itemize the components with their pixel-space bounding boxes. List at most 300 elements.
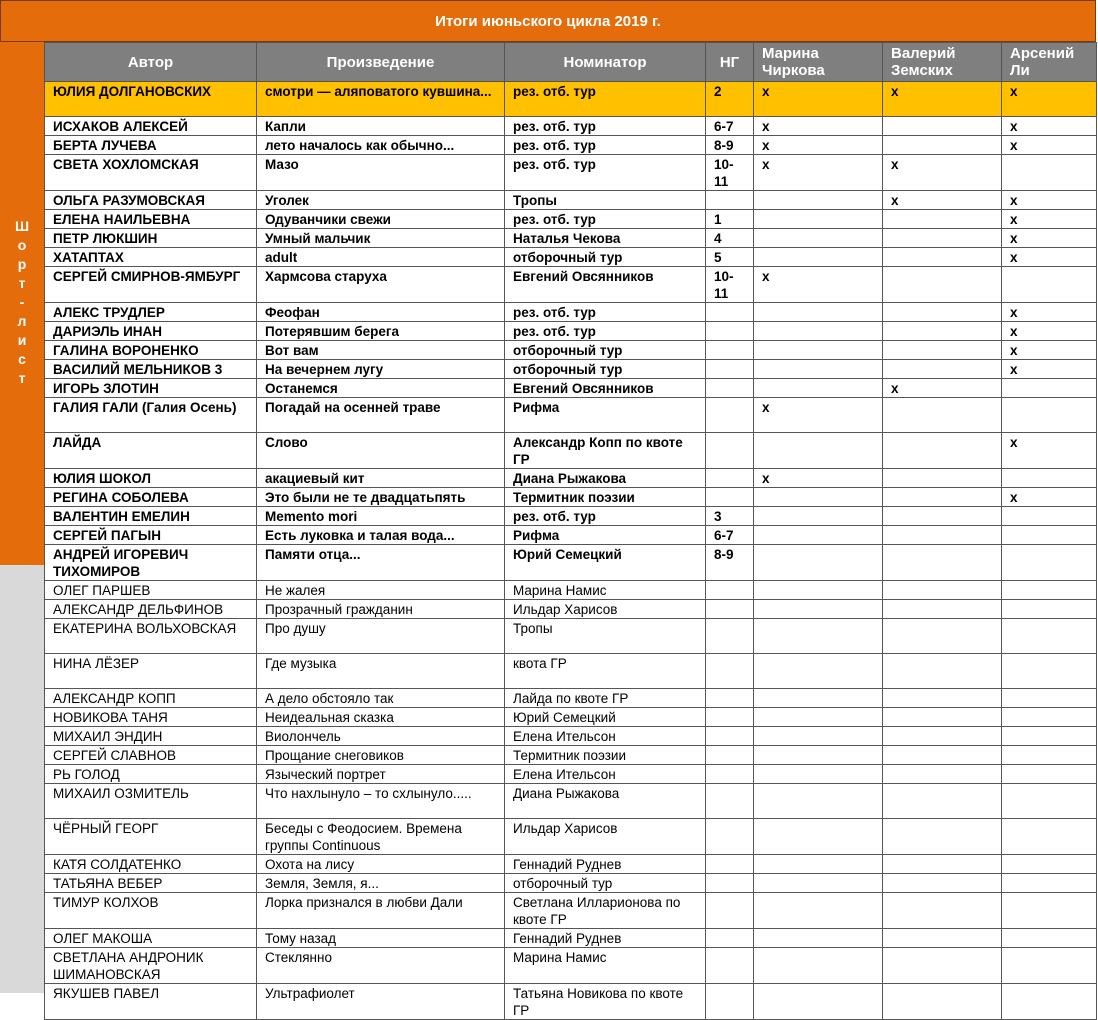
ng-cell: 8-9 bbox=[706, 545, 754, 581]
vote-arseny-cell bbox=[1002, 581, 1097, 600]
author-cell: ГАЛИЯ ГАЛИ (Галия Осень) bbox=[45, 398, 257, 433]
nominator-cell: рез. отб. тур bbox=[505, 136, 706, 155]
vote-marina-cell bbox=[754, 545, 883, 581]
table-row bbox=[45, 136, 1097, 155]
work-cell: Капли bbox=[257, 117, 505, 136]
vote-marina-cell bbox=[754, 229, 883, 248]
table-row bbox=[45, 267, 1097, 303]
vote-marina-cell: х bbox=[754, 398, 883, 433]
work-cell: Тому назад bbox=[257, 929, 505, 948]
vote-arseny-cell bbox=[1002, 948, 1097, 984]
vote-valery-cell bbox=[883, 210, 1002, 229]
work-cell: Лорка признался в любви Дали bbox=[257, 893, 505, 929]
table-row bbox=[45, 526, 1097, 545]
work-cell: Стеклянно bbox=[257, 948, 505, 984]
table-row bbox=[45, 303, 1097, 322]
vote-valery-cell bbox=[883, 619, 1002, 654]
long-list-body bbox=[45, 581, 1097, 1020]
vote-arseny-cell bbox=[1002, 267, 1097, 303]
ng-cell bbox=[706, 746, 754, 765]
vote-valery-cell bbox=[883, 341, 1002, 360]
vote-arseny-cell bbox=[1002, 929, 1097, 948]
vote-valery-cell bbox=[883, 469, 1002, 488]
ng-cell bbox=[706, 727, 754, 746]
vote-valery-cell bbox=[883, 765, 1002, 784]
vote-arseny-cell bbox=[1002, 619, 1097, 654]
nominator-cell: Евгений Овсянников bbox=[505, 267, 706, 303]
short-list-side-label: Шорт-лист bbox=[14, 218, 30, 389]
vote-arseny-cell bbox=[1002, 819, 1097, 855]
author-cell: ПЕТР ЛЮКШИН bbox=[45, 229, 257, 248]
author-cell: ЛАЙДА bbox=[45, 433, 257, 469]
nominator-cell: Геннадий Руднев bbox=[505, 855, 706, 874]
vote-marina-cell bbox=[754, 248, 883, 267]
nominator-cell: Евгений Овсянников bbox=[505, 379, 706, 398]
vote-marina-cell: х bbox=[754, 136, 883, 155]
vote-arseny-cell: х bbox=[1002, 322, 1097, 341]
work-cell: Одуванчики свежи bbox=[257, 210, 505, 229]
table-row bbox=[45, 784, 1097, 819]
vote-arseny-cell bbox=[1002, 545, 1097, 581]
vote-marina-cell bbox=[754, 874, 883, 893]
vote-marina-cell bbox=[754, 819, 883, 855]
author-cell: ЮЛИЯ ДОЛГАНОВСКИХ bbox=[45, 82, 257, 117]
ng-cell bbox=[706, 984, 754, 1020]
work-cell: Умный мальчик bbox=[257, 229, 505, 248]
vote-valery-cell bbox=[883, 117, 1002, 136]
vote-arseny-cell: х bbox=[1002, 360, 1097, 379]
work-cell: Прощание снеговиков bbox=[257, 746, 505, 765]
work-cell: лето началось как обычно... bbox=[257, 136, 505, 155]
work-cell: Памяти отца... bbox=[257, 545, 505, 581]
work-cell: Есть луковка и талая вода... bbox=[257, 526, 505, 545]
vote-valery-cell bbox=[883, 229, 1002, 248]
vote-arseny-cell bbox=[1002, 379, 1097, 398]
table-row bbox=[45, 746, 1097, 765]
vote-arseny-cell bbox=[1002, 689, 1097, 708]
short-list-side-band bbox=[0, 42, 45, 565]
vote-valery-cell bbox=[883, 984, 1002, 1020]
vote-arseny-cell: х bbox=[1002, 433, 1097, 469]
ng-cell bbox=[706, 600, 754, 619]
ng-cell bbox=[706, 433, 754, 469]
work-cell: Это были не те двадцатьпять bbox=[257, 488, 505, 507]
vote-valery-cell bbox=[883, 360, 1002, 379]
vote-valery-cell bbox=[883, 819, 1002, 855]
author-cell: НОВИКОВА ТАНЯ bbox=[45, 708, 257, 727]
vote-arseny-cell: х bbox=[1002, 117, 1097, 136]
ng-cell: 4 bbox=[706, 229, 754, 248]
vote-arseny-cell bbox=[1002, 507, 1097, 526]
author-cell: ИСХАКОВ АЛЕКСЕЙ bbox=[45, 117, 257, 136]
nominator-cell: Елена Ительсон bbox=[505, 727, 706, 746]
vote-marina-cell bbox=[754, 303, 883, 322]
nominator-cell: Диана Рыжакова bbox=[505, 469, 706, 488]
ng-cell bbox=[706, 689, 754, 708]
nominator-cell: Тропы bbox=[505, 191, 706, 210]
author-cell: МИХАИЛ ОЗМИТЕЛЬ bbox=[45, 784, 257, 819]
vote-arseny-cell bbox=[1002, 784, 1097, 819]
ng-cell bbox=[706, 948, 754, 984]
author-cell: ВАСИЛИЙ МЕЛЬНИКОВ 3 bbox=[45, 360, 257, 379]
vote-arseny-cell bbox=[1002, 984, 1097, 1020]
table-row bbox=[45, 488, 1097, 507]
ng-cell bbox=[706, 819, 754, 855]
table-row bbox=[45, 360, 1097, 379]
author-cell: СВЕТЛАНА АНДРОНИК ШИМАНОВСКАЯ bbox=[45, 948, 257, 984]
author-cell: БЕРТА ЛУЧЕВА bbox=[45, 136, 257, 155]
nominator-cell: Лайда по квоте ГР bbox=[505, 689, 706, 708]
nominator-cell: Наталья Чекова bbox=[505, 229, 706, 248]
vote-marina-cell bbox=[754, 708, 883, 727]
author-cell: ЯКУШЕВ ПАВЕЛ bbox=[45, 984, 257, 1020]
nominator-cell: Ильдар Харисов bbox=[505, 819, 706, 855]
table-row bbox=[45, 893, 1097, 929]
vote-marina-cell bbox=[754, 746, 883, 765]
vote-marina-cell: х bbox=[754, 117, 883, 136]
work-cell: Прозрачный гражданин bbox=[257, 600, 505, 619]
table-row bbox=[45, 874, 1097, 893]
ng-cell bbox=[706, 360, 754, 379]
vote-valery-cell: х bbox=[883, 155, 1002, 191]
nominator-cell: Марина Намис bbox=[505, 581, 706, 600]
nominator-cell: Геннадий Руднев bbox=[505, 929, 706, 948]
short-list-body bbox=[45, 82, 1097, 581]
vote-marina-cell bbox=[754, 507, 883, 526]
table-row bbox=[45, 117, 1097, 136]
author-cell: АЛЕКС ТРУДЛЕР bbox=[45, 303, 257, 322]
nominator-cell: рез. отб. тур bbox=[505, 117, 706, 136]
vote-arseny-cell: х bbox=[1002, 488, 1097, 507]
author-cell: МИХАИЛ ЭНДИН bbox=[45, 727, 257, 746]
vote-valery-cell bbox=[883, 303, 1002, 322]
ng-cell: 10-11 bbox=[706, 267, 754, 303]
work-cell: Феофан bbox=[257, 303, 505, 322]
table-row bbox=[45, 155, 1097, 191]
work-cell: Земля, Земля, я... bbox=[257, 874, 505, 893]
ng-cell bbox=[706, 929, 754, 948]
vote-valery-cell bbox=[883, 855, 1002, 874]
vote-valery-cell bbox=[883, 689, 1002, 708]
results-table bbox=[44, 42, 1097, 1020]
work-cell: А дело обстояло так bbox=[257, 689, 505, 708]
author-cell: КАТЯ СОЛДАТЕНКО bbox=[45, 855, 257, 874]
table-row bbox=[45, 379, 1097, 398]
nominator-cell: рез. отб. тур bbox=[505, 155, 706, 191]
vote-arseny-cell: х bbox=[1002, 136, 1097, 155]
long-list-side-band bbox=[0, 565, 45, 993]
vote-valery-cell bbox=[883, 581, 1002, 600]
table-row bbox=[45, 210, 1097, 229]
vote-arseny-cell bbox=[1002, 398, 1097, 433]
table-row bbox=[45, 229, 1097, 248]
ng-cell bbox=[706, 322, 754, 341]
work-cell: Вот вам bbox=[257, 341, 505, 360]
header-judge-valery: Валерий Земских bbox=[883, 43, 1002, 82]
nominator-cell: Тропы bbox=[505, 619, 706, 654]
author-cell: СЕРГЕЙ ПАГЫН bbox=[45, 526, 257, 545]
author-cell: ЮЛИЯ ШОКОЛ bbox=[45, 469, 257, 488]
header-row bbox=[45, 43, 1097, 82]
ng-cell bbox=[706, 893, 754, 929]
work-cell: Языческий портрет bbox=[257, 765, 505, 784]
vote-arseny-cell: х bbox=[1002, 341, 1097, 360]
ng-cell bbox=[706, 874, 754, 893]
vote-marina-cell bbox=[754, 360, 883, 379]
author-cell: СЕРГЕЙ СЛАВНОВ bbox=[45, 746, 257, 765]
work-cell: Потерявшим берега bbox=[257, 322, 505, 341]
vote-arseny-cell bbox=[1002, 155, 1097, 191]
vote-marina-cell bbox=[754, 379, 883, 398]
nominator-cell: Елена Ительсон bbox=[505, 765, 706, 784]
vote-arseny-cell bbox=[1002, 654, 1097, 689]
table-row bbox=[45, 855, 1097, 874]
ng-cell bbox=[706, 855, 754, 874]
ng-cell bbox=[706, 581, 754, 600]
vote-marina-cell bbox=[754, 855, 883, 874]
nominator-cell: квота ГР bbox=[505, 654, 706, 689]
vote-marina-cell bbox=[754, 784, 883, 819]
table-row bbox=[45, 708, 1097, 727]
vote-marina-cell: х bbox=[754, 82, 883, 117]
work-cell: Виолончель bbox=[257, 727, 505, 746]
ng-cell: 3 bbox=[706, 507, 754, 526]
author-cell: ТАТЬЯНА ВЕБЕР bbox=[45, 874, 257, 893]
ng-cell bbox=[706, 619, 754, 654]
nominator-cell: Рифма bbox=[505, 398, 706, 433]
vote-marina-cell bbox=[754, 488, 883, 507]
work-cell: Где музыка bbox=[257, 654, 505, 689]
ng-cell bbox=[706, 654, 754, 689]
table-row bbox=[45, 654, 1097, 689]
nominator-cell: Марина Намис bbox=[505, 948, 706, 984]
vote-arseny-cell bbox=[1002, 469, 1097, 488]
work-cell: Охота на лису bbox=[257, 855, 505, 874]
ng-cell bbox=[706, 708, 754, 727]
author-cell: ОЛЕГ МАКОША bbox=[45, 929, 257, 948]
nominator-cell: Термитник поэзии bbox=[505, 488, 706, 507]
author-cell: ХАТАПТАХ bbox=[45, 248, 257, 267]
vote-marina-cell bbox=[754, 341, 883, 360]
vote-arseny-cell bbox=[1002, 765, 1097, 784]
vote-arseny-cell bbox=[1002, 727, 1097, 746]
work-cell: Memento mori bbox=[257, 507, 505, 526]
author-cell: АЛЕКСАНДР ДЕЛЬФИНОВ bbox=[45, 600, 257, 619]
author-cell: РЕГИНА СОБОЛЕВА bbox=[45, 488, 257, 507]
vote-valery-cell bbox=[883, 708, 1002, 727]
vote-valery-cell bbox=[883, 488, 1002, 507]
vote-marina-cell bbox=[754, 433, 883, 469]
work-cell: Уголек bbox=[257, 191, 505, 210]
nominator-cell: рез. отб. тур bbox=[505, 322, 706, 341]
table-row bbox=[45, 507, 1097, 526]
vote-marina-cell bbox=[754, 689, 883, 708]
work-cell: акациевый кит bbox=[257, 469, 505, 488]
vote-marina-cell: х bbox=[754, 155, 883, 191]
ng-cell: 8-9 bbox=[706, 136, 754, 155]
vote-valery-cell bbox=[883, 784, 1002, 819]
author-cell: ОЛЕГ ПАРШЕВ bbox=[45, 581, 257, 600]
work-cell: Ультрафиолет bbox=[257, 984, 505, 1020]
nominator-cell: рез. отб. тур bbox=[505, 303, 706, 322]
vote-valery-cell bbox=[883, 433, 1002, 469]
vote-arseny-cell: х bbox=[1002, 210, 1097, 229]
ng-cell: 6-7 bbox=[706, 526, 754, 545]
nominator-cell: Юрий Семецкий bbox=[505, 708, 706, 727]
vote-valery-cell bbox=[883, 948, 1002, 984]
author-cell: СВЕТА ХОХЛОМСКАЯ bbox=[45, 155, 257, 191]
work-cell: Хармсова старуха bbox=[257, 267, 505, 303]
work-cell: adult bbox=[257, 248, 505, 267]
author-cell: ЧЁРНЫЙ ГЕОРГ bbox=[45, 819, 257, 855]
author-cell: ИГОРЬ ЗЛОТИН bbox=[45, 379, 257, 398]
table-row bbox=[45, 819, 1097, 855]
author-cell: ОЛЬГА РАЗУМОВСКАЯ bbox=[45, 191, 257, 210]
author-cell: РЬ ГОЛОД bbox=[45, 765, 257, 784]
vote-valery-cell bbox=[883, 727, 1002, 746]
vote-marina-cell bbox=[754, 322, 883, 341]
table-row bbox=[45, 581, 1097, 600]
table-row bbox=[45, 619, 1097, 654]
work-cell: Беседы с Феодосием. Времена группы Continuous bbox=[257, 819, 505, 855]
table-row bbox=[45, 948, 1097, 984]
work-cell: Не жалея bbox=[257, 581, 505, 600]
vote-marina-cell bbox=[754, 191, 883, 210]
table-row bbox=[45, 433, 1097, 469]
vote-arseny-cell: х bbox=[1002, 229, 1097, 248]
ng-cell bbox=[706, 191, 754, 210]
table-row bbox=[45, 322, 1097, 341]
vote-marina-cell bbox=[754, 526, 883, 545]
author-cell: ЕЛЕНА НАИЛЬЕВНА bbox=[45, 210, 257, 229]
nominator-cell: отборочный тур bbox=[505, 360, 706, 379]
ng-cell bbox=[706, 398, 754, 433]
vote-marina-cell bbox=[754, 600, 883, 619]
header-author: Автор bbox=[45, 43, 257, 82]
header-work: Произведение bbox=[257, 43, 505, 82]
ng-cell bbox=[706, 341, 754, 360]
ng-cell: 10-11 bbox=[706, 155, 754, 191]
ng-cell: 2 bbox=[706, 82, 754, 117]
vote-arseny-cell: х bbox=[1002, 191, 1097, 210]
vote-marina-cell bbox=[754, 893, 883, 929]
ng-cell bbox=[706, 765, 754, 784]
header-judge-arseny: Арсений Ли bbox=[1002, 43, 1097, 82]
vote-valery-cell bbox=[883, 267, 1002, 303]
vote-valery-cell: х bbox=[883, 191, 1002, 210]
ng-cell bbox=[706, 784, 754, 819]
nominator-cell: Рифма bbox=[505, 526, 706, 545]
table-row bbox=[45, 82, 1097, 117]
ng-cell bbox=[706, 469, 754, 488]
header-judge-marina: Марина Чиркова bbox=[754, 43, 883, 82]
header-ng: НГ bbox=[706, 43, 754, 82]
vote-arseny-cell bbox=[1002, 746, 1097, 765]
vote-marina-cell: х bbox=[754, 267, 883, 303]
vote-valery-cell bbox=[883, 929, 1002, 948]
table-row bbox=[45, 191, 1097, 210]
nominator-cell: Александр Копп по квоте ГР bbox=[505, 433, 706, 469]
author-cell: ГАЛИНА ВОРОНЕНКО bbox=[45, 341, 257, 360]
author-cell: АНДРЕЙ ИГОРЕВИЧ ТИХОМИРОВ bbox=[45, 545, 257, 581]
vote-marina-cell bbox=[754, 210, 883, 229]
vote-valery-cell bbox=[883, 746, 1002, 765]
vote-valery-cell: х bbox=[883, 379, 1002, 398]
nominator-cell: Ильдар Харисов bbox=[505, 600, 706, 619]
table-row bbox=[45, 727, 1097, 746]
vote-marina-cell bbox=[754, 984, 883, 1020]
nominator-cell: отборочный тур bbox=[505, 341, 706, 360]
vote-valery-cell bbox=[883, 398, 1002, 433]
table-row bbox=[45, 689, 1097, 708]
ng-cell: 1 bbox=[706, 210, 754, 229]
vote-marina-cell bbox=[754, 581, 883, 600]
vote-valery-cell bbox=[883, 322, 1002, 341]
vote-arseny-cell: х bbox=[1002, 82, 1097, 117]
author-cell: ЕКАТЕРИНА ВОЛЬХОВСКАЯ bbox=[45, 619, 257, 654]
table-row bbox=[45, 398, 1097, 433]
nominator-cell: рез. отб. тур bbox=[505, 82, 706, 117]
vote-valery-cell bbox=[883, 600, 1002, 619]
vote-marina-cell bbox=[754, 654, 883, 689]
vote-marina-cell bbox=[754, 948, 883, 984]
work-cell: Останемся bbox=[257, 379, 505, 398]
vote-valery-cell bbox=[883, 874, 1002, 893]
vote-arseny-cell bbox=[1002, 708, 1097, 727]
work-cell: Что нахлынуло – то схлынуло..... bbox=[257, 784, 505, 819]
work-cell: Мазо bbox=[257, 155, 505, 191]
work-cell: Слово bbox=[257, 433, 505, 469]
nominator-cell: Юрий Семецкий bbox=[505, 545, 706, 581]
vote-valery-cell bbox=[883, 507, 1002, 526]
vote-valery-cell bbox=[883, 893, 1002, 929]
vote-marina-cell bbox=[754, 727, 883, 746]
vote-valery-cell: х bbox=[883, 82, 1002, 117]
nominator-cell: отборочный тур bbox=[505, 248, 706, 267]
vote-arseny-cell bbox=[1002, 526, 1097, 545]
ng-cell: 6-7 bbox=[706, 117, 754, 136]
nominator-cell: Термитник поэзии bbox=[505, 746, 706, 765]
vote-valery-cell bbox=[883, 136, 1002, 155]
vote-arseny-cell bbox=[1002, 893, 1097, 929]
ng-cell: 5 bbox=[706, 248, 754, 267]
author-cell: НИНА ЛЁЗЕР bbox=[45, 654, 257, 689]
work-cell: Про душу bbox=[257, 619, 505, 654]
work-cell: Неидеальная сказка bbox=[257, 708, 505, 727]
table-row bbox=[45, 600, 1097, 619]
vote-valery-cell bbox=[883, 248, 1002, 267]
ng-cell bbox=[706, 379, 754, 398]
work-cell: смотри — аляповатого кувшина... bbox=[257, 82, 505, 117]
work-cell: Погадай на осенней траве bbox=[257, 398, 505, 433]
vote-arseny-cell: х bbox=[1002, 248, 1097, 267]
nominator-cell: рез. отб. тур bbox=[505, 210, 706, 229]
vote-arseny-cell bbox=[1002, 600, 1097, 619]
vote-arseny-cell: х bbox=[1002, 303, 1097, 322]
work-cell: На вечернем лугу bbox=[257, 360, 505, 379]
ng-cell bbox=[706, 488, 754, 507]
author-cell: ТИМУР КОЛХОВ bbox=[45, 893, 257, 929]
nominator-cell: Диана Рыжакова bbox=[505, 784, 706, 819]
vote-valery-cell bbox=[883, 654, 1002, 689]
nominator-cell: рез. отб. тур bbox=[505, 507, 706, 526]
vote-marina-cell bbox=[754, 765, 883, 784]
table-row bbox=[45, 469, 1097, 488]
nominator-cell: отборочный тур bbox=[505, 874, 706, 893]
table-title: Итоги июньского цикла 2019 г. bbox=[0, 0, 1096, 42]
vote-marina-cell bbox=[754, 619, 883, 654]
nominator-cell: Светлана Илларионова по квоте ГР bbox=[505, 893, 706, 929]
